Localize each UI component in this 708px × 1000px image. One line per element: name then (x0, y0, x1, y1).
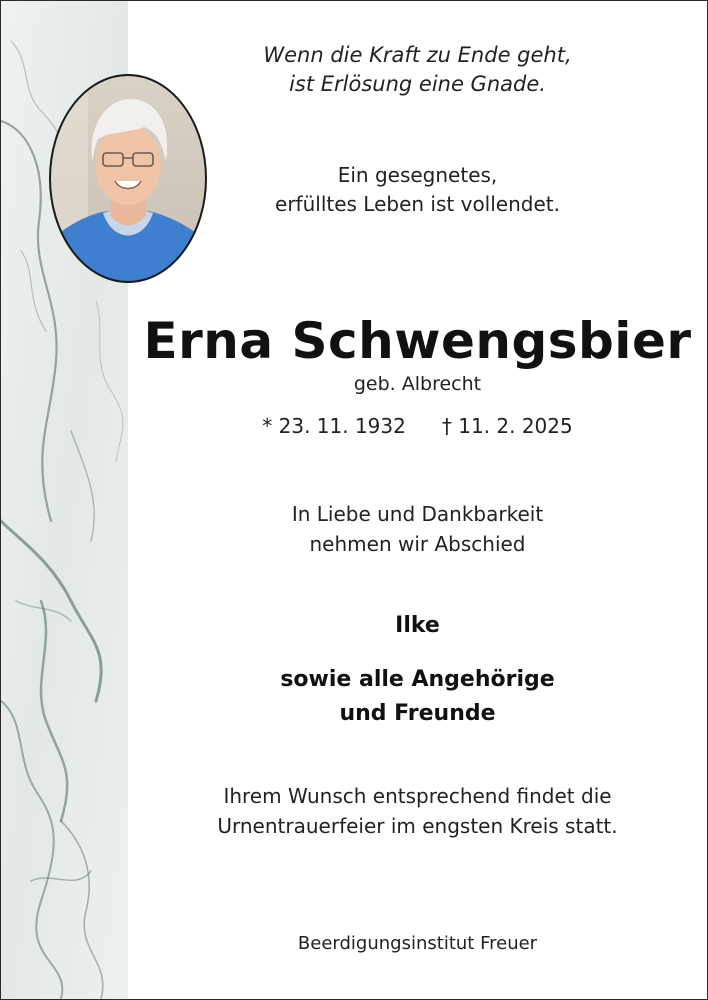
funeral-home: Beerdigungsinstitut Freuer (297, 933, 538, 954)
motto-line-1: Wenn die Kraft zu Ende geht, (263, 43, 572, 67)
motto-line-2: ist Erlösung eine Gnade. (289, 72, 546, 96)
relatives-line-1: sowie alle Angehörige (280, 667, 555, 692)
primary-mourner: Ilke (395, 613, 440, 638)
relatives-text (128, 663, 707, 731)
notice-line-1: Ihrem Wunsch entsprechend findet die (223, 784, 612, 808)
farewell-line-2: nehmen wir Abschied (309, 532, 526, 556)
motto-quote (128, 41, 707, 99)
birth-name: geb. Albrecht (353, 373, 482, 395)
farewell-line-1: In Liebe und Dankbarkeit (291, 502, 544, 526)
blessing-line-2: erfülltes Leben ist vollendet. (275, 192, 560, 216)
death-date: † 11. 2. 2025 (441, 414, 573, 438)
notice-line-2: Urnentrauerfeier im engsten Kreis statt. (217, 814, 618, 838)
deceased-name: Erna Schwengsbier (143, 312, 692, 370)
farewell-text (128, 499, 707, 559)
birth-date: * 23. 11. 1932 (262, 414, 406, 438)
blessing-text (128, 161, 707, 219)
life-dates (128, 412, 707, 440)
funeral-notice (128, 781, 707, 841)
blessing-line-1: Ein gesegnetes, (337, 163, 498, 187)
relatives-line-2: und Freunde (339, 701, 496, 726)
